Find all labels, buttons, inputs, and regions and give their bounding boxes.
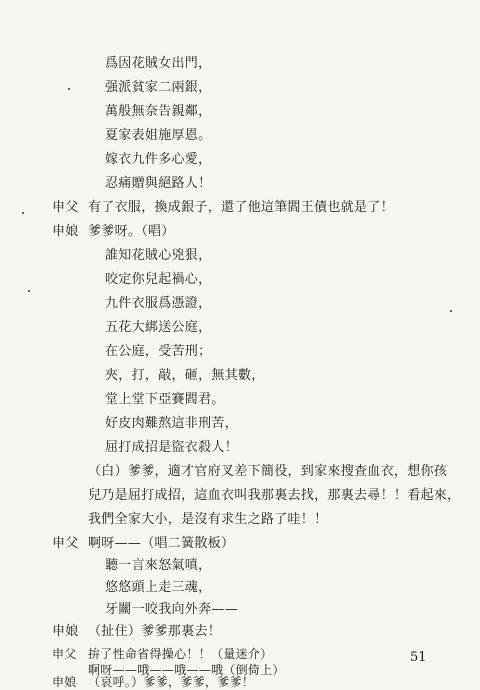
dialogue-text: （扯住）爹爹那裏去！ (88, 624, 222, 639)
speaker-label: 申父 (52, 200, 79, 215)
verse-line: 萬般無奈告親鄰， (105, 104, 212, 119)
verse-line: 悠悠頭上走三魂， (105, 580, 212, 595)
verse-line: 堂上堂下亞賽閻君。 (105, 392, 225, 407)
prose-line: 兒乃是屈打成招，這血衣叫我那裏去找，那裏去尋！！看起來， (88, 488, 461, 503)
scan-speck (450, 310, 452, 312)
verse-line: 强派貧家二兩銀， (105, 80, 212, 95)
verse-line: 屈打成招是盜衣殺人！ (105, 440, 239, 455)
scan-speck (68, 88, 70, 90)
speaker-label: 申娘 (52, 675, 77, 689)
scan-speck (28, 290, 30, 292)
speaker-label: 申父 (52, 647, 77, 661)
speaker-label: 申娘 (52, 624, 79, 639)
verse-line: 聽一言來怒氣嗔， (105, 558, 212, 573)
scan-speck (22, 212, 24, 214)
verse-line: 在公庭，受苦刑； (105, 344, 212, 359)
verse-line: 啊呀——哦——哦——哦（倒倚上） (88, 663, 285, 677)
prose-line: （白）爹爹，適才官府叉差下簡役，到家來搜查血衣，想你孩 (88, 464, 448, 479)
verse-line: 九件衣服爲憑證， (105, 296, 212, 311)
speaker-label: 申娘 (52, 224, 79, 239)
verse-line: 五花大綁送公庭， (105, 320, 212, 335)
page-number: 51 (410, 650, 427, 665)
verse-line: 好皮肉難熬這非刑苦， (105, 416, 239, 431)
verse-line: 牙關一咬我向外奔—— (105, 602, 238, 617)
dialogue-text: 爹爹呀。（唱） (88, 224, 175, 239)
verse-line: 誰知花賊心兇狠， (105, 248, 212, 263)
dialogue-text: （哀呼。）爹爹，爹爹，爹爹！ (88, 675, 255, 689)
verse-line: 忍痛贈與絕路人！ (105, 176, 212, 191)
verse-line: 爲因花賊女出門， (105, 56, 212, 71)
verse-line: 夏家表姐施厚恩。 (105, 128, 212, 143)
dialogue-text: 啊呀——（唱二簧散板） (88, 536, 235, 551)
verse-line: 夾，打，敲，砸，無其數， (105, 368, 265, 383)
verse-line: 咬定你兒起禍心， (105, 272, 212, 287)
verse-line: 嫁衣九件多心愛， (105, 152, 212, 167)
dialogue-text: 有了衣服，換成銀子，還了他這筆閻王債也就是了！ (88, 200, 394, 215)
dialogue-text: 拚了性命省得操心！！（量迷介） (88, 647, 273, 661)
speaker-label: 申父 (52, 536, 79, 551)
prose-line: 我們全家大小，是沒有求生之路了哇！！ (88, 512, 328, 527)
